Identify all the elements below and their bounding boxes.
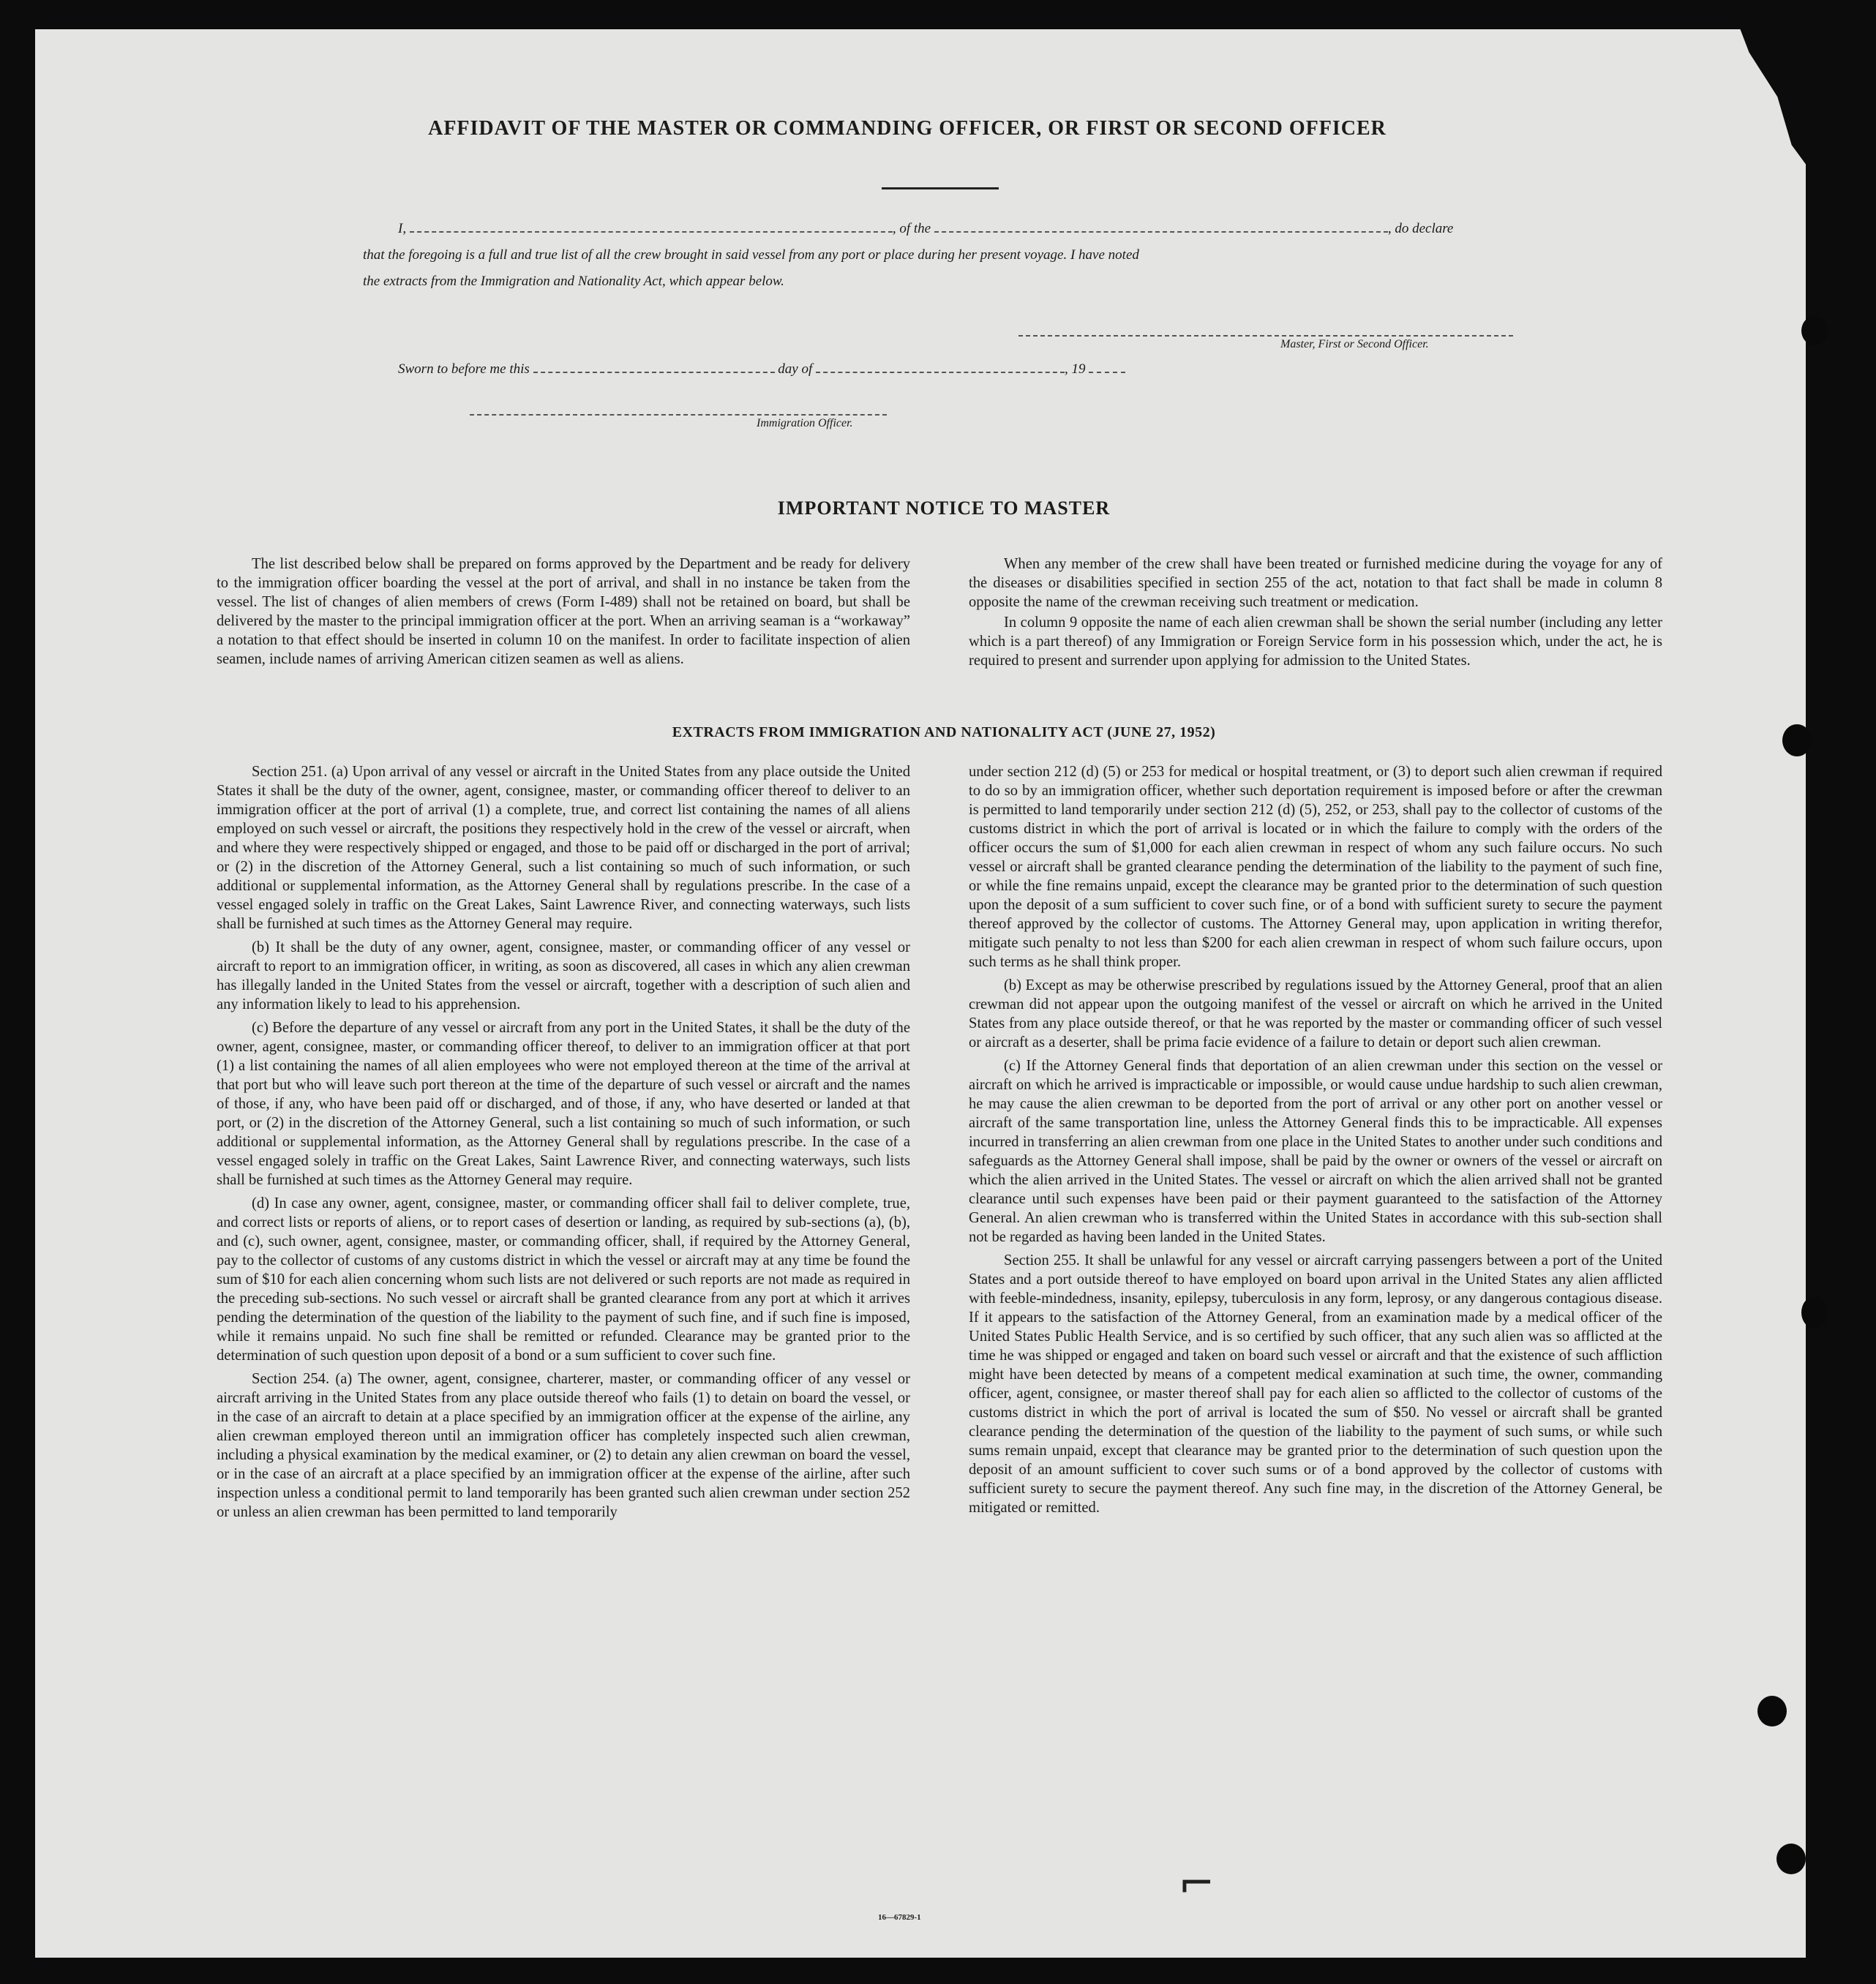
section-paragraph: (b) It shall be the duty of any owner, agent, consignee, master, or commanding officer of any vessel or aircraft to report to an immigration officer, in writing, as soon as discovered, all cases in which any alien crewman has illegally landed in the United States from the vessel or aircraft, together with a description of such alien and any information likely to lead to his apprehension. — [217, 939, 910, 1012]
notice-paragraph: When any member of the crew shall have been treated or furnished medicine during the voyage for any of the diseases or disabilities specified in section 255 of the act, notation to that fact shall be made in column 8 opposite the name of the crewman receiving such treatment or medication. — [969, 556, 1662, 610]
section-paragraph: Section 255. It shall be unlawful for any vessel or aircraft carrying passengers between a port of the United States and a port outside thereof to have employed on board upon arrival in the United States any alien afflicted with feeble-mindedness, insanity, epilepsy, tuberculosis in any form, leprosy, or any dangerous contagious disease. If it appears to the satisfaction of the Attorney General, from an examination made by a medical officer of the United States Public Health Service, and is so certified by such officer, that any such alien was so afflicted at the time he was shipped or engaged and taken on board such vessel or aircraft and that the existence of such affliction might have been detected by means of a competent medical examination at such time, the owner, commanding officer, agent, consignee, or master thereof shall pay for each alien so afflicted to the collector of customs of the customs district in which the port of arrival is located the sum of $50. No vessel or aircraft shall be granted clearance pending the determination of the question of the liability to the payment of such sums, or while such sums remain unpaid, except that clearance may be granted prior to the determination of such question upon the deposit of an amount sufficient to cover such sums or of a bond approved by the collector of customs with sufficient surety to secure the payment thereof. Any such fine may, in the discretion of the Attorney General, be mitigated or remitted. — [969, 1252, 1662, 1516]
affidavit-line-3: the extracts from the Immigration and Nationality Act, which appear below. — [363, 274, 784, 289]
section-paragraph: (c) If the Attorney General finds that deportation of an alien crewman under this section on the vessel or aircraft on which he arrived is impracticable or impossible, or would cause undue hardship to such alien crewman, he may cause the alien crewman to be deported from the port of arrival or any other port on another vessel or aircraft of the same transportation line, unless the Attorney General finds this to be impracticable. All expenses incurred in transferring an alien crewman from one place in the United States to another under such conditions and safeguards as the Attorney General shall impose, shall be paid by the owner or owners of the vessel or aircraft on which the alien arrived in the United States. The vessel or aircraft on which the alien arrived shall not be granted clearance until such expenses have been paid or their payment guaranteed to the satisfaction of the Attorney General. An alien crewman who is transferred within the United States in accordance with this sub-section shall not be regarded as having been landed in the United States. — [969, 1058, 1662, 1245]
punch-hole — [1801, 316, 1828, 345]
master-signature-line[interactable] — [1018, 325, 1513, 337]
vessel-blank[interactable] — [934, 221, 1388, 233]
section-paragraph: Section 254. (a) The owner, agent, consignee, charterer, master, or commanding officer of any vessel or aircraft arriving in the United States from any place outside thereof who fails (1) to detain on board the vessel, or in the case of an aircraft to detain at a place specified by an immigration officer at the expense of the airline, any alien crewman employed thereon until an immigration officer has completely inspected such alien crewman, including a physical examination by the medical examiner, or (2) to detain any alien crewman on board the vessel, or in the case of an aircraft at a place specified by an immigration officer at the expense of the airline, after such inspection unless a conditional permit to land temporarily has been granted such alien crewman under section 252 or unless an alien crewman has been permitted to land temporarily — [217, 1371, 910, 1520]
section-paragraph: (b) Except as may be otherwise prescribed by regulations issued by the Attorney General, proof that an alien crewman did not appear upon the outgoing manifest of the vessel or aircraft on which he arrived in the United States from any place outside thereof, or that he was reported by the master or commanding officer of such vessel or aircraft as a deserter, shall be prima facie evidence of a failure to detain or deport such alien crewman. — [969, 977, 1662, 1051]
sworn-day-blank[interactable] — [533, 361, 775, 373]
sworn-line: Sworn to before me this day of , 19 — [398, 361, 1125, 377]
name-blank[interactable] — [410, 221, 893, 233]
notice-left-column — [217, 555, 910, 673]
handwritten-mark: ⌐ — [1178, 1858, 1215, 1909]
punch-hole — [1757, 1696, 1787, 1726]
notice-title: IMPORTANT NOTICE TO MASTER — [777, 497, 1111, 519]
notice-right-column — [969, 555, 1662, 675]
officer-signature-line[interactable] — [470, 404, 887, 416]
punch-hole — [1782, 724, 1812, 756]
section-paragraph: (d) In case any owner, agent, consignee, master, or commanding officer shall fail to deliver complete, true, and correct lists or reports of aliens, or to report cases of desertion or landing, as required by sub-sections (a), (b), and (c), such owner, agent, consignee, master, or commanding officer, shall, if required by the Attorney General, pay to the collector of customs of any customs district in which the vessel or aircraft may at any time be found the sum of $10 for each alien concerning whom such lists are not delivered or such reports are not made as required in the preceding sub-sections. No such vessel or aircraft shall be granted clearance from any port at which it arrives pending the determination of the question of the liability to the payment of such fine, and if such fine is imposed, while it remains unpaid. No such fine shall be remitted or refunded. Clearance may be granted prior to the determination of such question upon deposit of a bond or a sum sufficient to cover such fine. — [217, 1195, 910, 1364]
extracts-right-column — [969, 762, 1662, 1522]
master-caption: Master, First or Second Officer. — [1280, 338, 1429, 350]
title-divider — [882, 187, 999, 189]
punch-hole — [1801, 1296, 1828, 1329]
affidavit-line-1: I, , of the , do declare — [398, 221, 1454, 236]
affidavit-line-2: that the foregoing is a full and true list of all the crew brought in said vessel from any port or place during her present voyage. I have noted — [363, 247, 1139, 263]
notice-paragraph: In column 9 opposite the name of each alien crewman shall be shown the serial number (including any letter which is a part thereof) of any Immigration or Foreign Service form in his possession which, under the act, he is required to present and surrender upon applying for admission to the United States. — [969, 615, 1662, 669]
form-number: 16—67829-1 — [878, 1913, 921, 1922]
section-paragraph: (c) Before the departure of any vessel or aircraft from any port in the United States, it shall be the duty of the owner, agent, consignee, master, or commanding officer thereof, to deliver to an immigration officer at that port (1) a list containing the names of all alien employees who were not employed thereon at the time of the arrival at that port but who will leave such port thereon at the time of the departure of such vessel or aircraft and the names of those, if any, who have been paid off or discharged, and of those, if any, who have deserted or landed at that port, or (2) in the discretion of the Attorney General, such a list containing so much of such information, or such additional or supplemental information, as the Attorney General shall by regulations prescribe. In the case of a vessel engaged solely in traffic on the Great Lakes, Saint Lawrence River, and connecting waterways, such lists shall be furnished at such times as the Attorney General may require. — [217, 1020, 910, 1188]
affidavit-title: AFFIDAVIT OF THE MASTER OR COMMANDING OFFICER, OR FIRST OR SECOND OFFICER — [428, 117, 1387, 140]
extracts-left-column — [217, 762, 910, 1526]
bleed-through-header — [395, 154, 404, 173]
sworn-year-blank[interactable] — [1089, 361, 1125, 373]
notice-paragraph: The list described below shall be prepared on forms approved by the Department and be ready for delivery to the immigration officer boarding the vessel at the port of arrival, and shall in no instance be taken from the vessel. The list of changes of alien members of crews (Form I-489) shall not be retained on board, but shall be delivered by the master to the principal immigration officer at the port. When an arriving seaman is a “workaway” a notation to that effect should be inserted in column 10 on the manifest. In order to facilitate inspection of alien seamen, include names of arriving American citizen seamen as well as aliens. — [217, 556, 910, 667]
extracts-title: EXTRACTS FROM IMMIGRATION AND NATIONALITY ACT (JUNE 27, 1952) — [672, 724, 1216, 740]
section-paragraph: Section 251. (a) Upon arrival of any vessel or aircraft in the United States from any place outside the United States it shall be the duty of the owner, agent, consignee, master, or commanding officer thereof to deliver to an immigration officer at the port of arrival (1) a complete, true, and correct list containing the names of all aliens employed on such vessel or aircraft, the positions they respectively hold in the crew of the vessel or aircraft, when and where they were respectively shipped or engaged, and those to be paid off or discharged in the port of arrival; or (2) in the discretion of the Attorney General, such a list containing so much of such information, or such additional or supplemental information, as the Attorney General shall by regulations prescribe. In the case of a vessel engaged solely in traffic on the Great Lakes, Saint Lawrence River, and connecting waterways, such lists shall be furnished at such times as the Attorney General may require. — [217, 764, 910, 932]
punch-hole — [1776, 1844, 1806, 1874]
officer-caption: Immigration Officer. — [757, 417, 853, 429]
section-paragraph: under section 212 (d) (5) or 253 for medical or hospital treatment, or (3) to deport such alien crewman if required to do so by an immigration officer, whether such deportation requirement is imposed before or after the crewman is permitted to land temporarily under section 212 (d) (5), 252, or 253, shall pay to the collector of customs of the customs district in which the port of arrival is located or in which the failure to comply with the orders of the officer occurs the sum of $1,000 for each alien crewman in respect of whom any such failure occurs. No such vessel or aircraft shall be granted clearance pending the determination of the liability to the payment of such fine, or while the fine remains unpaid, except the clearance may be granted prior to the determination of such question upon the deposit of a sum sufficient to cover such fine, or of a bond with sufficient surety to secure the payment thereof approved by the collector of customs. The Attorney General may, upon application in writing therefor, mitigate such penalty to not less than $200 for each alien crewman in respect of whom such failure occurs, upon such terms as he shall think proper. — [969, 764, 1662, 970]
sworn-month-blank[interactable] — [816, 361, 1065, 373]
